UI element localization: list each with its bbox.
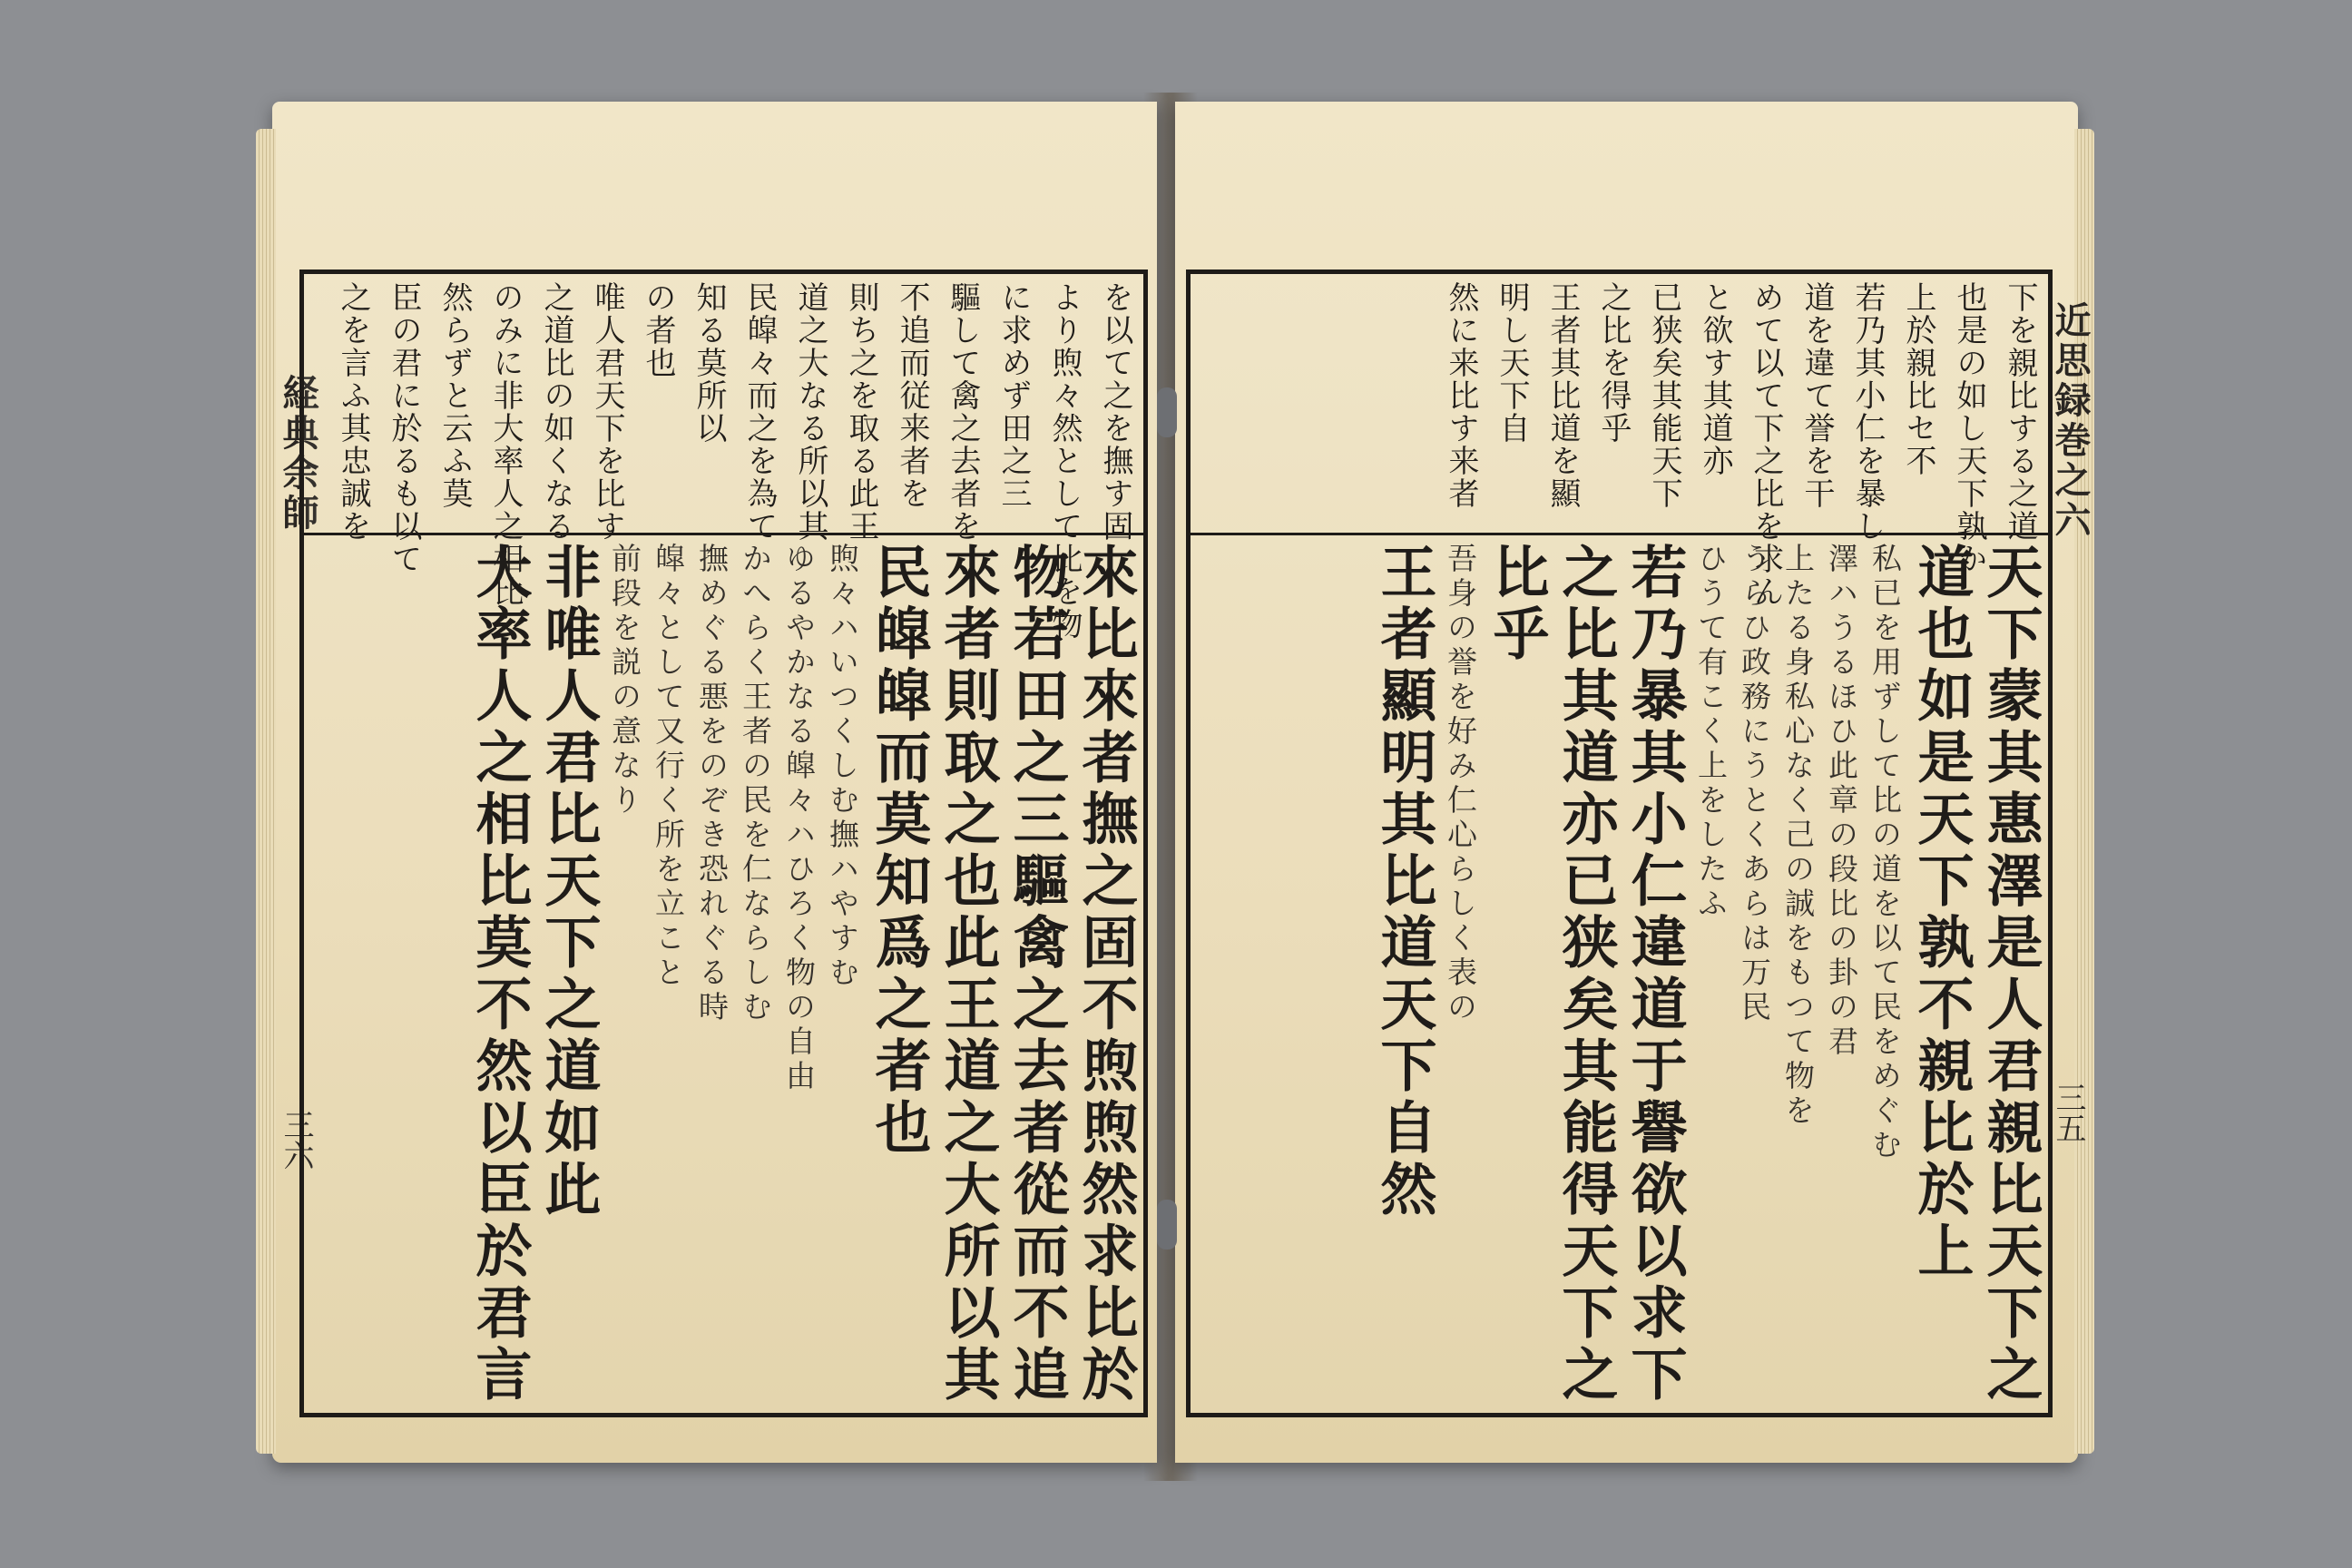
note-column: 王者其比道を顯	[1544, 281, 1581, 510]
note-column: 唯人君天下を比す	[589, 281, 625, 543]
note-column: 道之大なる所以其	[792, 281, 828, 543]
note-column: 也是の如し天下孰か	[1951, 281, 1987, 575]
right-folio: 三五	[2050, 1082, 2086, 1143]
main-text-column: 大率人之相比莫不然以臣於君言	[466, 543, 533, 1406]
note-column: 然に来比す来者	[1443, 281, 1479, 510]
gloss-column: うらひ政務にうとくあらは万民	[1737, 543, 1772, 1025]
note-column: 之比を得乎	[1595, 281, 1632, 445]
left-commentary-block	[304, 274, 1143, 641]
right-text-frame	[1186, 270, 2053, 1417]
binding-notch	[1157, 1200, 1177, 1250]
note-column: のみに非大率人之相比	[487, 281, 524, 608]
left-main-text	[304, 535, 1143, 1413]
gloss-column: ゆるやかなる皡々ハひろく物の自由	[781, 543, 817, 1094]
gloss-column: 皡々として又行く所を立こと	[651, 543, 686, 991]
note-column: 民皡々而之を為て	[741, 281, 778, 543]
note-column: 之を言ふ其忠誠を	[335, 281, 371, 543]
left-notes	[311, 281, 1136, 641]
note-column: 下を親比する之道	[2002, 281, 2038, 543]
main-text-column: 物若田之三驅禽之去者從而不追	[1004, 543, 1070, 1406]
left-folio: 三六	[278, 1109, 314, 1171]
note-column: に求めず田之三	[995, 281, 1032, 510]
right-main-text	[1191, 535, 2048, 1413]
left-page	[272, 102, 1157, 1463]
gloss-column: 煦々ハいつくしむ撫ハやすむ	[825, 543, 860, 991]
left-margin-title: 経典余師	[277, 374, 319, 534]
main-text-column: 天下蒙其惠澤是人君親比天下之	[1977, 543, 2043, 1406]
page-edge-left	[256, 129, 276, 1454]
note-column: 已狭矣其能天下	[1646, 281, 1682, 510]
note-column: 道を違て誉を干	[1798, 281, 1835, 510]
main-text-column: 之比其道亦已狭矣其能得天下之	[1553, 543, 1619, 1406]
gloss-column: かへらく王者の民を仁ならしむ	[738, 543, 773, 1025]
note-column: 驅して禽之去者を	[945, 281, 981, 543]
gloss-column: 前段を説の意なり	[607, 543, 642, 818]
note-column: 不追而従来者を	[894, 281, 930, 510]
note-column: 若乃其小仁を暴し	[1849, 281, 1886, 543]
main-text-column: 若乃暴其小仁違道于譽欲以求下	[1622, 543, 1688, 1406]
right-margin-title: 近思録巻之六	[2049, 301, 2092, 541]
note-column: の者也	[640, 281, 676, 379]
gloss-column: 撫めぐる悪をのぞき恐れぐる時	[694, 543, 730, 1025]
right-page	[1175, 102, 2092, 1463]
note-column: 然らずと云ふ莫	[436, 281, 473, 510]
gloss-column: 澤ハうるほひ此章の段比の卦の君	[1824, 543, 1859, 1060]
main-text-column: 比乎	[1484, 543, 1550, 666]
binding-notch	[1157, 387, 1177, 437]
note-column: 則ち之を取る此王	[843, 281, 879, 543]
note-column: 之道比の如くなる	[538, 281, 574, 543]
note-column: 上於親比セ不	[1900, 281, 1936, 477]
main-text-column: 來者則取之也此王道之大所以其	[935, 543, 1001, 1406]
open-book	[272, 83, 2092, 1499]
gloss-column: ひうて有こく上をしたふ	[1693, 543, 1729, 922]
note-column: を以て之を撫す固	[1097, 281, 1133, 543]
note-column: 知る莫所以	[691, 281, 727, 445]
note-column: より煦々然として比を物	[1046, 281, 1083, 641]
gloss-column: 吾身の誉を好み仁心らしく表の	[1443, 543, 1478, 1025]
main-text-column: 民皡皡而莫知爲之者也	[866, 543, 932, 1160]
note-column: 明し天下自	[1494, 281, 1530, 445]
note-column: めて以て下之比を求ん	[1748, 281, 1784, 608]
note-column: と欲す其道亦	[1697, 281, 1733, 477]
main-text-column: 王者顯明其比道天下自然	[1371, 543, 1437, 1221]
gloss-column: 上たる身私心なく己の誠をもつて物を	[1780, 543, 1816, 1129]
main-text-column: 來比來者撫之固不煦煦然求比於	[1073, 543, 1139, 1406]
note-column: 臣の君に於るも以て	[386, 281, 422, 575]
gloss-column: 私已を用ずして比の道を以て民をめぐむ	[1867, 543, 1903, 1163]
left-text-frame	[299, 270, 1148, 1417]
main-text-column: 非唯人君比天下之道如此	[535, 543, 602, 1221]
main-text-column: 道也如是天下孰不親比於上	[1908, 543, 1975, 1283]
